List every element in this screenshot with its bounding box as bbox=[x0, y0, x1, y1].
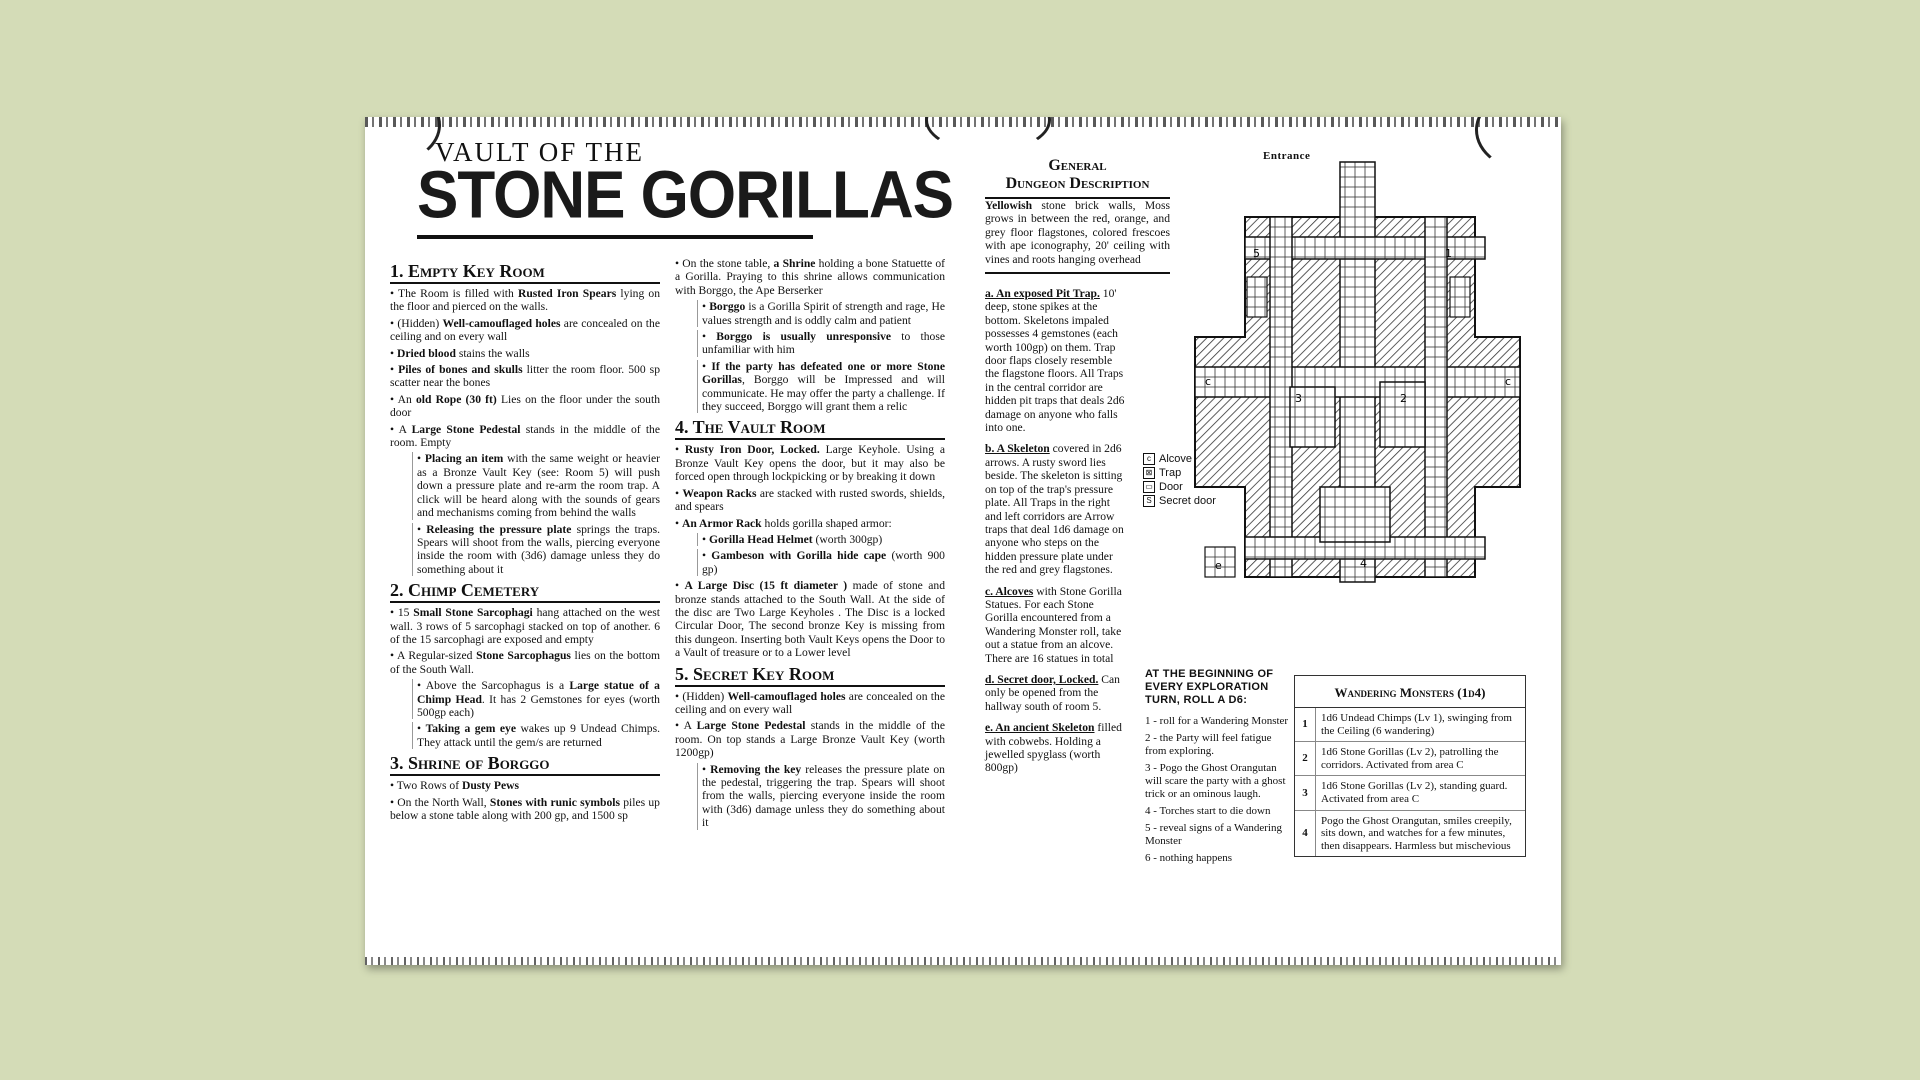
wandering-roll: 4 bbox=[1295, 811, 1316, 857]
general-heading bbox=[965, 157, 1190, 193]
bullet-text: is a Gorilla Spirit of strength and rage, He values strength and is oddly calm and patient bbox=[702, 300, 945, 327]
svg-text:c: c bbox=[1205, 375, 1212, 388]
d6-row: 5 - reveal signs of a Wandering Monster bbox=[1145, 822, 1282, 847]
bullet-item bbox=[675, 257, 945, 297]
title-line-2: STONE GORILLAS bbox=[417, 158, 954, 233]
bullet-text: • bbox=[675, 516, 682, 530]
bullet-text: • bbox=[702, 532, 709, 546]
bullet-text: • bbox=[390, 363, 399, 377]
bullet-bold: Placing an item bbox=[424, 452, 504, 466]
feature-text: covered in 2d6 arrows. A rusty sword lies beside. The skeleton is sitting on top of the trap's pressure plate. All Traps in the right and left corridors are Arrow traps that deal 1d6 damage on anyone who steps on the hidden pressure plate under the red and grey flagstones. bbox=[985, 442, 1124, 577]
map-entrance-label: Entrance bbox=[1263, 150, 1311, 162]
general-heading-line-1: General bbox=[1048, 157, 1107, 174]
feature-list bbox=[985, 287, 1125, 783]
feature-text: with Stone Gorilla Statues. For each Stone Gorilla encountered from a Wandering Monster roll, take out a statue from an alcove. There are 16 statues in total bbox=[985, 584, 1122, 665]
bullet-item bbox=[390, 606, 660, 646]
d6-heading-line: AT THE BEGINNING OF bbox=[1145, 668, 1274, 680]
bullet-text: . It has 2 Gemstones for eyes (worth 500gp each) bbox=[417, 692, 660, 719]
bullet-text: hang attached on the west wall. 3 rows of 5 sarcophagi stacked on top of another. 6 of the 15 sarcophagi are exposed and empty bbox=[390, 606, 660, 646]
bullet-item bbox=[675, 690, 945, 717]
feature-item bbox=[985, 442, 1125, 576]
bullet-bold: Well-camouflaged holes bbox=[442, 316, 561, 330]
bullet-text: wakes up 9 Undead Chimps. They attack until the gem/s are returned bbox=[417, 722, 660, 749]
bullet-text: , Borggo will be Impressed and will communicate. He may offer the party a challenge. If they succeed, Borggo will grant them a relic bbox=[702, 373, 945, 414]
bullet-text: • On the North Wall, bbox=[390, 795, 490, 809]
feature-heading: c. Alcoves bbox=[985, 584, 1034, 598]
bullet-bold: Dried blood bbox=[396, 346, 456, 360]
wandering-row bbox=[1295, 708, 1525, 742]
bullet-bold: Removing the key bbox=[710, 762, 802, 776]
bullet-text: are concealed on the ceiling and on every wall bbox=[390, 316, 660, 344]
bullet-text: made of stone and bronze stands attached to the South Wall. At the side of the disc are Two Large Keyholes . The Disc is a locked Circular Door, The second bronze Key is missing from this dungeon. Inserting both Vault Keys opens the Door to a Vault of treasure or to a Lower level bbox=[675, 579, 945, 660]
bullet-text: • The Room is filled with bbox=[390, 287, 518, 300]
wandering-row bbox=[1295, 811, 1525, 857]
wandering-row bbox=[1295, 776, 1525, 810]
legend-symbol: ⊠ bbox=[1143, 467, 1155, 479]
legend-row bbox=[1143, 452, 1216, 466]
bullet-item bbox=[412, 722, 660, 749]
bullet-bold: A Large Disc (15 ft diameter ) bbox=[684, 579, 848, 593]
bullet-bold: Weapon Racks bbox=[682, 486, 757, 500]
bullet-item bbox=[697, 330, 945, 357]
bullet-bold: Piles of bones and skulls bbox=[398, 363, 523, 377]
dungeon-map bbox=[1175, 157, 1550, 607]
bullet-bold: Gorilla Head Helmet bbox=[708, 532, 813, 546]
vine-decoration bbox=[925, 117, 1051, 153]
bullet-text: lying on the floor and pierced on the walls. bbox=[390, 287, 661, 314]
bullet-text: are concealed on the ceiling and on every wall bbox=[675, 689, 945, 716]
svg-text:4: 4 bbox=[1360, 557, 1367, 570]
bullet-text: • 15 bbox=[390, 606, 414, 620]
bullet-text: • Two Rows of bbox=[390, 779, 462, 793]
bullet-bold: Small Stone Sarcophagi bbox=[413, 606, 533, 620]
bullet-text: • Above the Sarcophagus is a bbox=[417, 679, 570, 693]
feature-item bbox=[985, 287, 1125, 434]
general-text-bold: Yellowish bbox=[985, 199, 1033, 212]
general-heading-line-2: Dungeon Description bbox=[1005, 175, 1150, 192]
bullet-text: • bbox=[417, 452, 425, 466]
bullet-bold: Stones with runic symbols bbox=[489, 795, 621, 809]
bullet-bold: Gambeson with Gorilla hide cape bbox=[711, 549, 887, 563]
bullet-text: • bbox=[675, 579, 685, 593]
bullet-item bbox=[390, 363, 660, 390]
d6-heading bbox=[1145, 668, 1273, 707]
bullet-text: • An bbox=[390, 392, 416, 406]
svg-text:2: 2 bbox=[1400, 392, 1407, 405]
d6-heading-line: TURN, ROLL A D6: bbox=[1145, 694, 1248, 706]
general-description bbox=[985, 199, 1170, 284]
bullet-text: Lies on the floor under the south door bbox=[390, 392, 660, 420]
d6-list bbox=[1145, 715, 1290, 869]
feature-heading: b. A Skeleton bbox=[985, 442, 1050, 456]
bullet-item bbox=[697, 763, 945, 830]
svg-text:3: 3 bbox=[1295, 392, 1302, 405]
wandering-row bbox=[1295, 742, 1525, 776]
bullet-text: releases the pressure plate on the pedestal, triggering the trap. Spears will shoot from the walls, piercing everyone inside the room with (3d6) damage unless they do something about it bbox=[702, 762, 945, 830]
bullet-text: stands in the middle of the room. On top stands a Large Bronze Vault Key (worth 1200gp) bbox=[675, 719, 945, 760]
column-1 bbox=[390, 257, 660, 825]
bullet-item bbox=[675, 487, 945, 514]
bullet-text: with the same weight or heavier as a Bronze Vault Key (see: Room 5) will push down a pressure plate and re-arm the room trap. A click will be heard along with the sounds of gears and mechanisms coming from behind the walls bbox=[417, 452, 660, 520]
bullet-text: stands in the middle of the room. Empty bbox=[390, 422, 660, 450]
bullet-text: holding a bone Statuette of a Gorilla. Praying to this shrine allows communication with Borggo, the Ape Berserker bbox=[675, 257, 945, 297]
title-line-1: VAULT OF THE bbox=[435, 137, 645, 167]
bullet-text: (worth 900 gp) bbox=[702, 549, 945, 576]
bullet-item bbox=[412, 452, 660, 519]
bullet-text: springs the traps. Spears will shoot from the walls, piercing everyone inside the room with (3d6) damage unless they do something about it bbox=[417, 522, 660, 576]
d6-heading-line: EVERY EXPLORATION bbox=[1145, 681, 1269, 693]
bullet-item bbox=[697, 549, 945, 576]
bullet-item bbox=[390, 393, 660, 420]
bullet-item bbox=[675, 579, 945, 659]
bullet-bold: Borggo bbox=[709, 300, 746, 314]
bullet-bold: Rusty Iron Door, Locked. bbox=[684, 443, 820, 457]
bullet-item bbox=[390, 347, 660, 360]
bullet-bold: old Rope (30 ft) bbox=[415, 392, 497, 406]
feature-item bbox=[985, 721, 1125, 775]
bullet-text: (worth 300gp) bbox=[812, 532, 883, 546]
bullet-bold: Large statue of a Chimp Head bbox=[417, 679, 660, 706]
legend-row bbox=[1143, 466, 1216, 480]
bullet-text: • bbox=[417, 522, 427, 536]
bullet-text: • (Hidden) bbox=[390, 316, 443, 330]
legend-label: Alcove bbox=[1159, 453, 1193, 465]
bullet-item bbox=[675, 719, 945, 759]
bullet-text: stains the walls bbox=[455, 346, 530, 360]
wandering-desc: 1d6 Stone Gorillas (Lv 2), patrolling the corridors. Activated from area C bbox=[1321, 746, 1499, 771]
bullet-bold: Releasing the pressure plate bbox=[426, 522, 572, 536]
bullet-item bbox=[675, 443, 945, 483]
decorative-border-bottom bbox=[365, 957, 1561, 965]
general-text: stone brick walls, Moss grows in between the red, orange, and grey floor flagstones, colored frescoes with ape iconography, 20' ceiling with vines and roots hanging overhead bbox=[985, 199, 1170, 266]
bullet-text: lies on the bottom of the South Wall. bbox=[390, 649, 661, 676]
bullet-item bbox=[697, 360, 945, 414]
legend-row bbox=[1143, 480, 1216, 494]
bullet-text: • bbox=[675, 486, 683, 500]
feature-text: Can only be opened from the hallway south of room 5. bbox=[985, 672, 1120, 713]
bullet-text: • On the stone table, bbox=[675, 257, 774, 270]
bullet-item bbox=[697, 533, 945, 546]
wandering-desc: 1d6 Undead Chimps (Lv 1), swinging from the Ceiling (6 wandering) bbox=[1321, 712, 1512, 737]
bullet-text: • bbox=[417, 722, 426, 736]
bullet-text: Large Keyhole. Using a Bronze Vault Key opens the door, but it may also be forced open through lockpicking or by breaking it down bbox=[675, 443, 945, 484]
bullet-bold: Stone Sarcophagus bbox=[476, 649, 571, 663]
room-heading: 1. Empty Key Room bbox=[390, 261, 660, 284]
bullet-text: litter the room floor. 500 sp scatter near the bones bbox=[390, 363, 660, 390]
bullet-bold: Well-camouflaged holes bbox=[727, 689, 846, 703]
column-2 bbox=[675, 257, 945, 833]
bullet-item bbox=[390, 423, 660, 450]
bullet-text: • bbox=[702, 300, 710, 314]
room-heading: 3. Shrine of Borggo bbox=[390, 753, 660, 776]
bullet-bold: If the party has defeated one or more Stone Gorillas bbox=[702, 359, 945, 387]
bullet-text: • bbox=[702, 762, 711, 776]
bullet-bold: Rusted Iron Spears bbox=[517, 287, 617, 300]
feature-text: 10' deep, stone spikes at the bottom. Skeletons impaled possesses 4 gemstones (each worth 100gp) on them. Trap door flaps closely resemble the flagstone floors. All Traps in the central corridor are hidden pit traps that deals 2d6 damage on anyone who falls into one. bbox=[985, 287, 1125, 435]
bullet-item bbox=[390, 649, 660, 676]
feature-heading: e. An ancient Skeleton bbox=[985, 721, 1095, 735]
svg-text:1: 1 bbox=[1445, 247, 1452, 260]
bullet-text: • bbox=[702, 330, 717, 344]
legend-label: Door bbox=[1159, 481, 1183, 493]
bullet-text: • bbox=[390, 346, 397, 360]
bullet-item bbox=[412, 679, 660, 719]
bullet-bold: Dusty Pews bbox=[461, 779, 519, 793]
legend-label: Secret door bbox=[1159, 495, 1216, 507]
bullet-item bbox=[390, 317, 660, 344]
feature-heading: d. Secret door, Locked. bbox=[985, 672, 1099, 686]
bullet-text: piles up below a stone table along with 200 gp, and 1500 sp bbox=[390, 795, 660, 822]
wandering-desc: Pogo the Ghost Orangutan, smiles creepily, sits down, and watches for a few minutes, then disappears. Harmless but mischevious bbox=[1321, 814, 1512, 852]
wandering-roll: 2 bbox=[1295, 742, 1316, 775]
bullet-bold: Large Stone Pedestal bbox=[696, 719, 806, 733]
d6-row: 6 - nothing happens bbox=[1145, 852, 1233, 864]
legend-label: Trap bbox=[1159, 467, 1182, 479]
wandering-monsters-table bbox=[1294, 675, 1526, 857]
bullet-item bbox=[390, 796, 660, 823]
bullet-text: • (Hidden) bbox=[675, 689, 728, 703]
wandering-roll: 1 bbox=[1295, 708, 1316, 741]
d6-row: 3 - Pogo the Ghost Orangutan will scare the party with a ghost trick or an ominous laugh. bbox=[1145, 762, 1286, 800]
bullet-item bbox=[412, 523, 660, 577]
bullet-text: • bbox=[702, 359, 712, 373]
map-legend bbox=[1143, 452, 1216, 508]
bullet-item bbox=[675, 517, 945, 530]
room-heading: 2. Chimp Cemetery bbox=[390, 580, 660, 603]
bullet-text: • A bbox=[390, 422, 412, 436]
svg-text:c: c bbox=[1505, 375, 1512, 388]
d6-row: 1 - roll for a Wandering Monster bbox=[1145, 715, 1289, 727]
bullet-item bbox=[697, 300, 945, 327]
room-heading: 5. Secret Key Room bbox=[675, 664, 945, 687]
feature-item bbox=[985, 585, 1125, 665]
wandering-monsters-title: Wandering Monsters (1d4) bbox=[1295, 676, 1525, 708]
wandering-desc: 1d6 Stone Gorillas (Lv 2), standing guard. Activated from area C bbox=[1321, 780, 1508, 805]
document-page bbox=[365, 117, 1561, 965]
bullet-text: • bbox=[675, 443, 685, 457]
bullet-bold: Taking a gem eye bbox=[425, 722, 516, 736]
bullet-bold: An Armor Rack bbox=[681, 516, 762, 530]
svg-text:e: e bbox=[1215, 559, 1222, 572]
legend-symbol: c bbox=[1143, 453, 1155, 465]
bullet-text: are stacked with rusted swords, shields, and spears bbox=[675, 486, 946, 514]
title-rule bbox=[417, 235, 813, 239]
bullet-text: holds gorilla shaped armor: bbox=[761, 516, 892, 530]
wandering-roll: 3 bbox=[1295, 776, 1316, 809]
legend-symbol: ▭ bbox=[1143, 481, 1155, 493]
bullet-text: to those unfamiliar with him bbox=[702, 330, 945, 357]
room-heading: 4. The Vault Room bbox=[675, 417, 945, 440]
bullet-text: • A Regular-sized bbox=[390, 649, 477, 663]
legend-symbol: S bbox=[1143, 495, 1155, 507]
bullet-text: • bbox=[702, 549, 712, 563]
bullet-item bbox=[390, 287, 660, 314]
bullet-bold: a Shrine bbox=[773, 257, 816, 270]
vine-decoration bbox=[365, 117, 441, 163]
feature-item bbox=[985, 673, 1125, 713]
d6-row: 4 - Torches start to die down bbox=[1145, 805, 1271, 817]
feature-text: filled with cobwebs. Holding a jewelled spyglass (worth 800gp) bbox=[985, 721, 1122, 775]
bullet-item bbox=[390, 779, 660, 792]
svg-text:5: 5 bbox=[1253, 247, 1260, 260]
legend-row bbox=[1143, 494, 1216, 508]
d6-row: 2 - the Party will feel fatigue from exploring. bbox=[1145, 732, 1272, 757]
bullet-text: • A bbox=[675, 719, 697, 733]
bullet-bold: Borggo is usually unresponsive bbox=[716, 330, 892, 344]
bullet-bold: Large Stone Pedestal bbox=[411, 422, 521, 436]
feature-heading: a. An exposed Pit Trap. bbox=[985, 287, 1100, 300]
